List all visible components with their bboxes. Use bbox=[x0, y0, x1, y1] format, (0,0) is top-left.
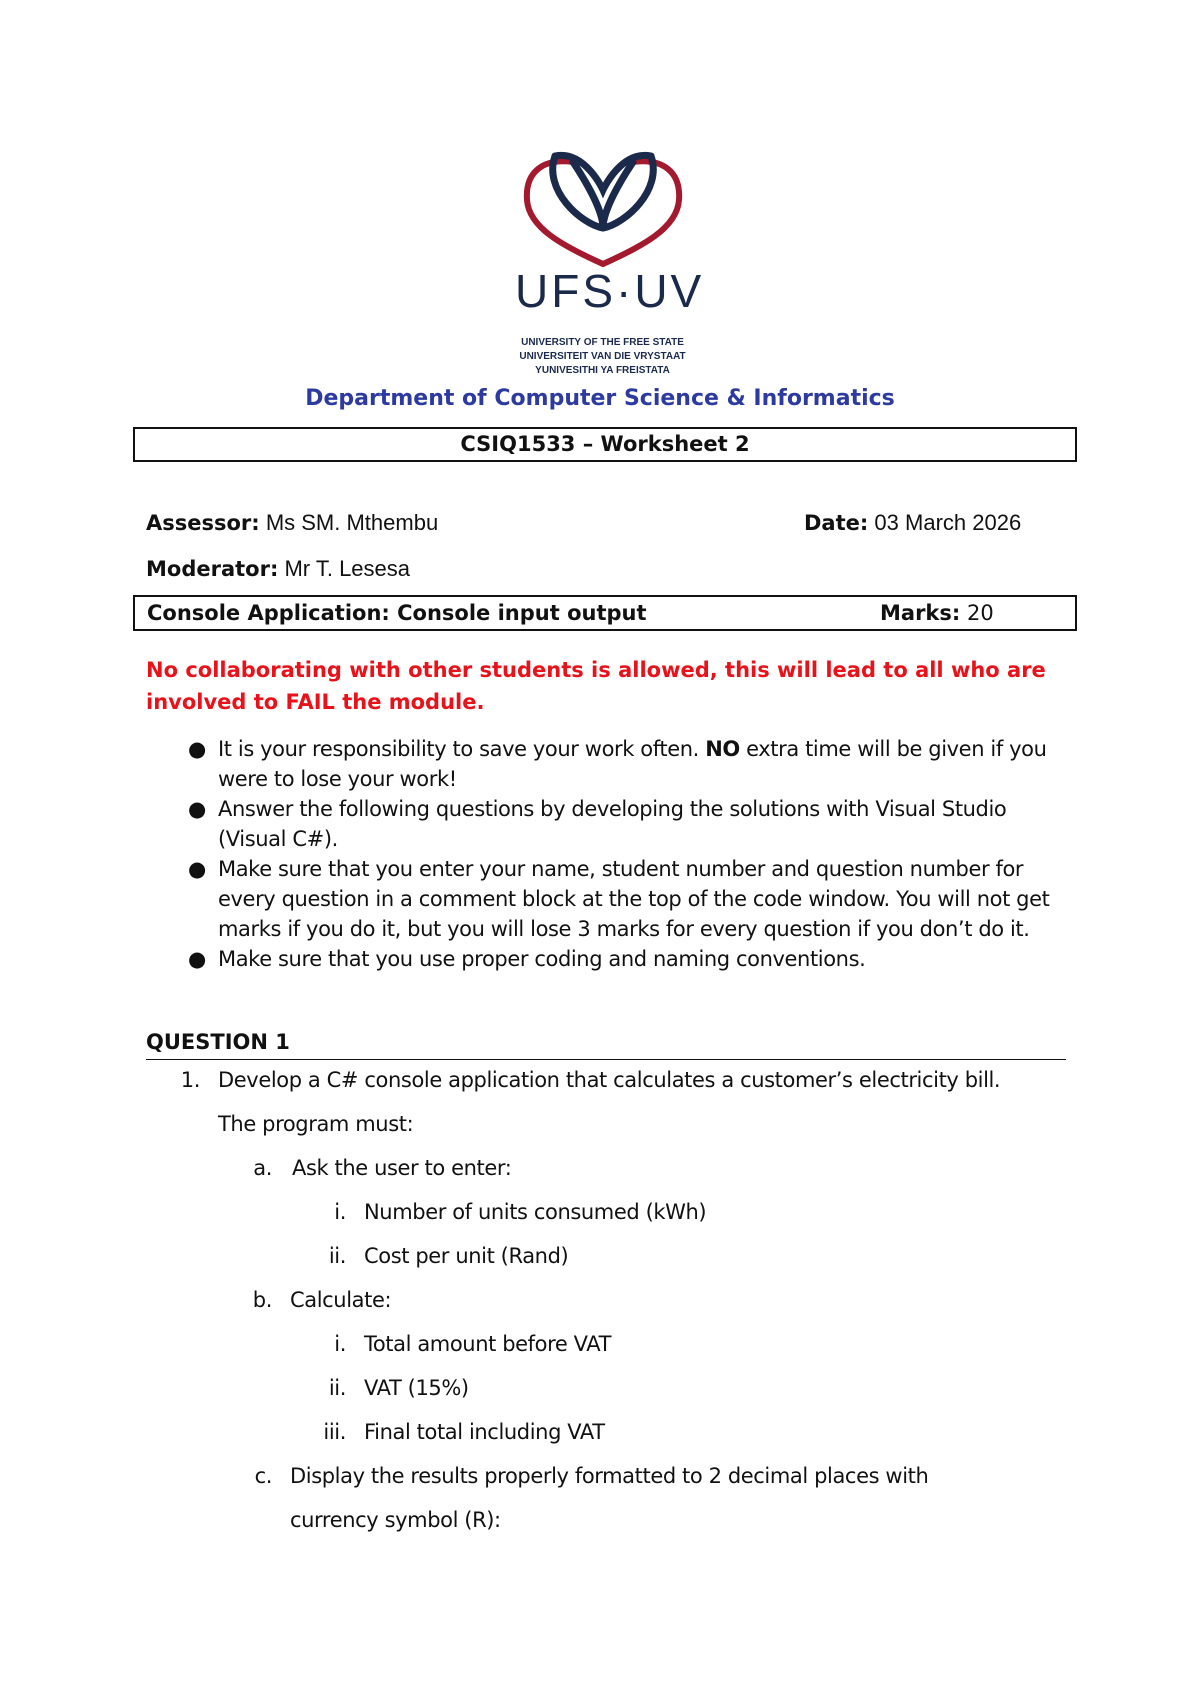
marks-value: 20 bbox=[966, 601, 994, 625]
bullet-text: Make sure that you enter your name, student number and question number for every question in a comment block at the top of the code window. You will not get marks if you do it, but you will lose 3 marks for every question if you don’t do it. bbox=[218, 857, 1050, 941]
list-item bbox=[146, 794, 1076, 854]
item-number: ii. bbox=[328, 1244, 346, 1268]
worksheet-title-box bbox=[133, 427, 1077, 462]
assessor-label: Assessor bbox=[146, 511, 252, 535]
item-number: 1. bbox=[180, 1068, 200, 1092]
list-item: VAT (15%) bbox=[364, 1376, 469, 1400]
moderator-value: Mr T. Lesesa bbox=[284, 556, 411, 581]
sub-text-a: Ask the user to enter: bbox=[292, 1156, 512, 1180]
bullet-icon: ● bbox=[188, 947, 206, 971]
sub-label-b: b. bbox=[252, 1288, 272, 1312]
question-text: Develop a C# console application that calculates a customer’s electricity bill. bbox=[218, 1068, 1001, 1092]
bullet-icon: ● bbox=[188, 797, 206, 821]
list-item bbox=[146, 734, 1076, 794]
sub-text-c-line1: Display the results properly formatted to 2 decimal places with bbox=[290, 1464, 929, 1488]
bullet-text: It is your responsibility to save your work often. bbox=[218, 737, 706, 761]
list-item bbox=[146, 944, 1076, 974]
list-item bbox=[146, 854, 1076, 944]
assignment-type: Console Application: Console input output bbox=[147, 601, 647, 625]
logo-wordmark: UFS·UV bbox=[515, 265, 705, 317]
question-heading: QUESTION 1 bbox=[146, 1030, 290, 1054]
marks-info bbox=[880, 597, 994, 629]
item-number: iii. bbox=[323, 1420, 346, 1444]
sub-label-c: c. bbox=[254, 1464, 272, 1488]
assessor-value: Ms SM. Mthembu bbox=[265, 510, 439, 535]
sub-text-c-line2: currency symbol (R): bbox=[290, 1508, 501, 1532]
question-divider bbox=[146, 1059, 1066, 1060]
logo-line-afrikaans: UNIVERSITEIT VAN DIE VRYSTAAT bbox=[519, 351, 686, 362]
moderator-line: Moderator: Mr T. Lesesa bbox=[146, 556, 411, 581]
bullet-emphasis: NO bbox=[705, 737, 740, 761]
list-item: Number of units consumed (kWh) bbox=[364, 1200, 707, 1224]
date-line: Date: 03 March 2026 bbox=[804, 510, 1022, 535]
bullet-text: Answer the following questions by developing the solutions with Visual Studio (Visual C#). bbox=[218, 797, 1007, 851]
list-item: Total amount before VAT bbox=[364, 1332, 612, 1356]
item-number: i. bbox=[334, 1200, 346, 1224]
worksheet-title: CSIQ1533 – Worksheet 2 bbox=[460, 432, 750, 456]
ufs-shield-icon bbox=[515, 150, 690, 268]
instructions-list bbox=[146, 734, 1076, 974]
logo-line-english: UNIVERSITY OF THE FREE STATE bbox=[521, 337, 684, 348]
list-item: Cost per unit (Rand) bbox=[364, 1244, 569, 1268]
bullet-text: extra time will be given if you were to lose your work! bbox=[218, 737, 1047, 791]
date-value: 03 March 2026 bbox=[874, 510, 1022, 535]
ufs-logo bbox=[515, 150, 705, 376]
date-label: Date bbox=[804, 511, 860, 535]
sub-label-a: a. bbox=[253, 1156, 272, 1180]
bullet-icon: ● bbox=[188, 857, 206, 881]
bullet-text: Make sure that you use proper coding and naming conventions. bbox=[218, 947, 866, 971]
item-number: i. bbox=[334, 1332, 346, 1356]
item-number: ii. bbox=[328, 1376, 346, 1400]
bullet-icon: ● bbox=[188, 737, 206, 761]
marks-label: Marks: bbox=[880, 601, 961, 625]
logo-line-sesotho: YUNIVESITHI YA FREISTATA bbox=[535, 365, 670, 376]
sub-text-b: Calculate: bbox=[290, 1288, 392, 1312]
program-must-text: The program must: bbox=[218, 1112, 414, 1136]
assessor-line: Assessor: Ms SM. Mthembu bbox=[146, 510, 439, 535]
assignment-info-box bbox=[133, 595, 1077, 631]
department-heading: Department of Computer Science & Informatics bbox=[305, 386, 895, 411]
list-item: Final total including VAT bbox=[364, 1420, 605, 1444]
collaboration-warning: No collaborating with other students is allowed, this will lead to all who are involved to FAIL the module. bbox=[146, 658, 1046, 714]
moderator-label: Moderator bbox=[146, 557, 270, 581]
